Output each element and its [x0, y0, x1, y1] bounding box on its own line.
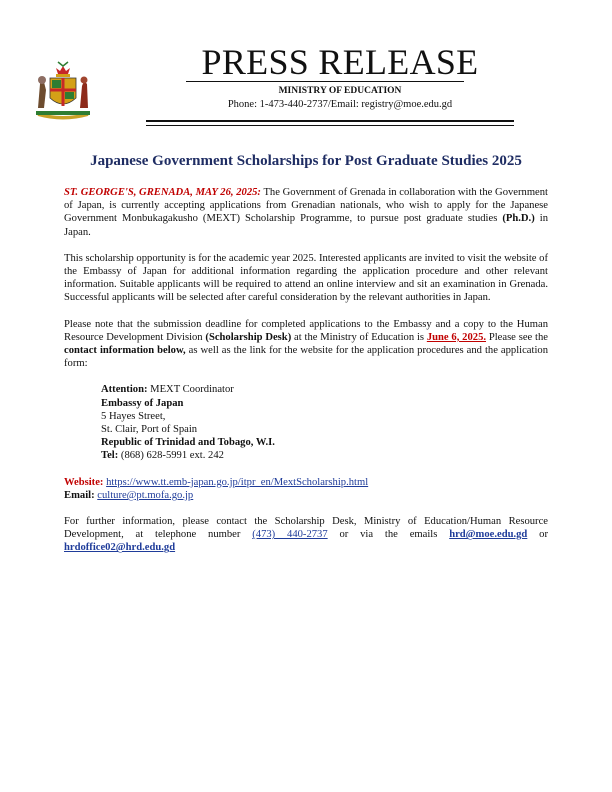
paragraph-text: For further information, please contact the Scholarship Desk, Ministry of Education/Human Resource Development, at telephone number: [64, 516, 548, 541]
paragraph-further-info: [64, 515, 548, 555]
tel-label: Tel:: [101, 450, 119, 462]
document-title: Japanese Government Scholarships for Post Graduate Studies 2025: [90, 153, 522, 169]
document-body: [64, 186, 548, 568]
deadline-date: June 6, 2025.: [426, 331, 487, 343]
website-link[interactable]: https://www.tt.emb-japan.go.jp/itpr_en/MextScholarship.html: [106, 476, 369, 488]
website-line: [64, 476, 548, 489]
embassy-name: Embassy of Japan: [101, 397, 184, 409]
paragraph-text: or: [527, 529, 548, 541]
paragraph-text: as well as the link for the website for the application procedures and the application form:: [64, 345, 548, 370]
paragraph-text: The Government of Grenada in collaboration with the Government of Japan, is currently accepting applications from Grenadian nationals, who wish to apply for the Japanese Government Monbukagakusho (MEXT) Scholarship Programme, to pursue post graduate studies: [64, 187, 548, 225]
embassy-email-link[interactable]: culture@pt.mofa.go.jp: [97, 489, 194, 501]
coat-of-arms-icon: [30, 60, 96, 120]
paragraph-intro: [64, 186, 548, 239]
paragraph-text: Please see the: [486, 331, 548, 343]
email-line: [64, 489, 548, 502]
attention-value: MEXT Coordinator: [147, 384, 234, 396]
ministry-name: MINISTRY OF EDUCATION: [278, 86, 402, 96]
phd-label: (Ph.D.): [502, 213, 535, 225]
title-underline: [186, 81, 464, 82]
phone-link[interactable]: (473) 440-2737: [252, 529, 328, 541]
address-street: 5 Hayes Street,: [101, 410, 166, 422]
embassy-address: [101, 383, 548, 462]
tel-value: (868) 628-5991 ext. 242: [118, 450, 224, 462]
header-divider-thin: [146, 125, 514, 126]
paragraph-text: or via the emails: [327, 529, 450, 541]
paragraph-text: in Japan.: [64, 213, 549, 238]
scholarship-desk: (Scholarship Desk): [205, 331, 292, 343]
ministry-contact: Phone: 1-473-440-2737/Email: registry@moe.edu.gd: [227, 99, 453, 110]
contact-info-note: contact information below,: [64, 345, 186, 357]
dateline: ST. GEORGE'S, GRENADA, MAY 26, 2025:: [64, 187, 261, 198]
online-contacts: [64, 476, 548, 502]
paragraph-text: at the Ministry of Education is: [291, 331, 427, 343]
telephone-line: [101, 449, 548, 462]
attention-label: Attention:: [101, 384, 148, 396]
email-label: Email:: [64, 489, 95, 501]
paragraph-text: Please note that the submission deadline for completed applications to the Embassy and a copy to the Human Resource Development Division: [64, 318, 548, 343]
address-city: St. Clair, Port of Spain: [101, 424, 198, 436]
header-divider: [146, 120, 514, 122]
press-release-title: PRESS RELEASE: [201, 42, 479, 82]
address-country: Republic of Trinidad and Tobago, W.I.: [101, 437, 275, 449]
paragraph-deadline: [64, 318, 548, 371]
attention-line: [101, 383, 548, 396]
hrdoffice-email-link[interactable]: hrdoffice02@hrd.edu.gd: [64, 542, 176, 554]
paragraph-details: This scholarship opportunity is for the academic year 2025. Interested applicants are invited to visit the website of the Embassy of Japan for additional information regarding the application procedure and other relevant information. Suitable applicants will be required to attend an online interview and sit an examination in Grenada. Successful applicants will be selected after careful consideration by the relevant authorities in Japan.: [64, 252, 548, 304]
website-label: Website:: [64, 476, 104, 488]
hrd-email-link[interactable]: hrd@moe.edu.gd: [449, 529, 528, 541]
